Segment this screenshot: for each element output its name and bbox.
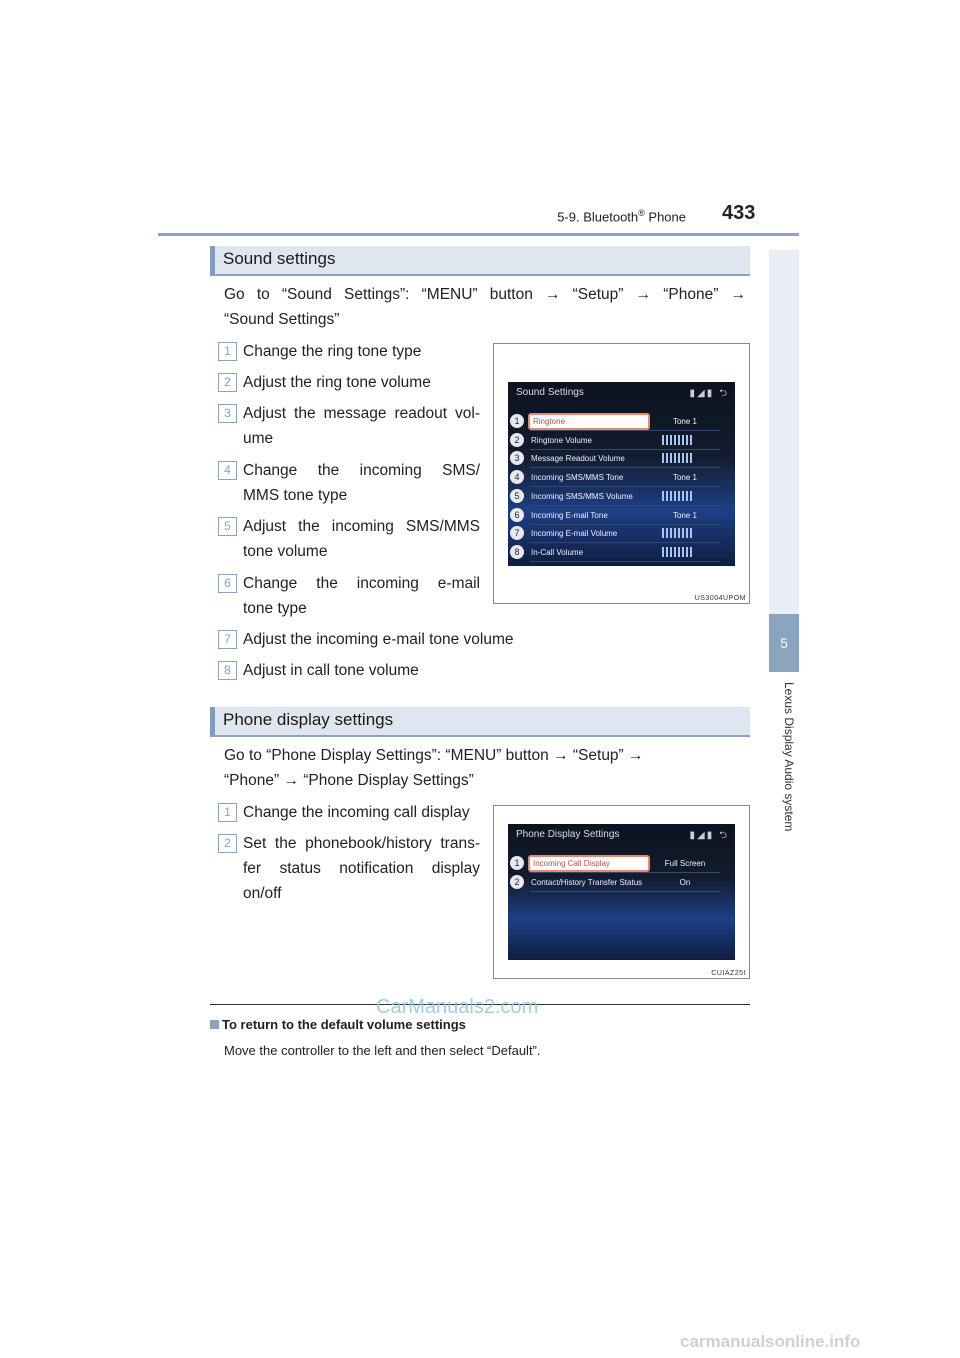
list-item — [218, 401, 480, 451]
row-label: In-Call Volume — [531, 547, 584, 557]
item-number: 6 — [218, 574, 237, 593]
header-rule — [158, 233, 799, 236]
image-code: CUIAZ25I — [711, 970, 746, 977]
item-text-cont: tone volume — [243, 543, 328, 560]
settings-row[interactable] — [510, 433, 725, 448]
volume-bar — [662, 453, 692, 463]
row-number: 1 — [510, 414, 524, 428]
row-separator — [530, 872, 720, 873]
row-separator — [530, 524, 720, 525]
status-icons: ▮◢▮ ⮌ — [689, 388, 729, 399]
item-number: 1 — [218, 803, 237, 822]
volume-bar — [662, 528, 692, 538]
sound-settings-path: Go to “Sound Settings”: “MENU” button → “Setup” → “Phone” → “Sound Settings” — [224, 286, 746, 328]
row-label: Incoming E-mail Volume — [531, 529, 618, 539]
item-text: Adjust the ring tone volume — [243, 374, 431, 391]
row-number: 5 — [510, 489, 524, 503]
row-separator — [530, 561, 720, 562]
image-code: US3004UPOM — [694, 595, 746, 602]
phone-display-path: Go to “Phone Display Settings”: “MENU” button → “Setup” → “Phone” → “Phone Display Settings” — [224, 747, 644, 789]
item-number: 2 — [218, 373, 237, 392]
list-item — [218, 339, 480, 364]
row-value: Tone 1 — [672, 510, 698, 520]
row-number: 6 — [510, 508, 524, 522]
settings-row[interactable] — [510, 856, 725, 871]
row-separator — [530, 449, 720, 450]
row-label: Incoming SMS/MMS Tone — [531, 473, 624, 483]
chapter-tab-label: Lexus Display Audio system — [782, 682, 796, 832]
list-item — [218, 627, 558, 652]
status-icons: ▮◢▮ ⮌ — [689, 830, 729, 841]
row-number: 7 — [510, 526, 524, 540]
item-number: 7 — [218, 630, 237, 649]
item-text: Change the incoming e-mail — [243, 575, 480, 592]
sound-screen — [508, 382, 735, 566]
list-item — [218, 458, 480, 508]
volume-bar — [662, 435, 692, 445]
volume-bar — [662, 491, 692, 501]
item-number: 3 — [218, 404, 237, 423]
row-separator — [530, 542, 720, 543]
settings-row[interactable] — [510, 508, 725, 523]
item-number: 2 — [218, 834, 237, 853]
row-label: Incoming E-mail Tone — [531, 510, 608, 520]
row-label: Message Readout Volume — [531, 454, 625, 464]
item-number: 4 — [218, 461, 237, 480]
settings-row[interactable] — [510, 526, 725, 541]
item-text-cont: tone type — [243, 600, 307, 617]
settings-row[interactable] — [510, 451, 725, 466]
section-title: 5-9. Bluetooth® Phone — [557, 208, 686, 225]
item-text-cont: ume — [243, 430, 274, 447]
chapter-tab-number: 5 — [769, 614, 799, 672]
list-item — [218, 831, 480, 902]
row-number: 8 — [510, 545, 524, 559]
row-label: Contact/History Transfer Status — [531, 878, 643, 887]
row-value: Tone 1 — [672, 417, 698, 426]
row-number: 2 — [510, 875, 524, 889]
row-value: On — [679, 878, 691, 887]
list-item — [218, 571, 480, 621]
phone-display-settings-title: Phone display settings — [223, 710, 394, 729]
item-text: Adjust in call tone volume — [243, 662, 419, 679]
item-text: Adjust the incoming SMS/MMS — [243, 518, 480, 535]
item-text: Change the ring tone type — [243, 343, 422, 360]
item-text: Adjust the message readout vol- — [243, 405, 480, 422]
row-number: 2 — [510, 433, 524, 447]
watermark-top: CarManuals2.com — [376, 996, 539, 1018]
settings-row[interactable] — [510, 489, 725, 504]
list-item — [218, 658, 480, 683]
settings-row[interactable] — [510, 545, 725, 560]
sound-settings-screenshot — [493, 343, 750, 604]
row-label: Incoming Call Display — [528, 855, 650, 872]
row-separator — [530, 430, 720, 431]
settings-row[interactable] — [510, 875, 725, 890]
row-number: 4 — [510, 470, 524, 484]
sound-screen-title: Sound Settings — [516, 387, 584, 398]
row-separator — [530, 505, 720, 506]
item-text: Set the phonebook/history trans- — [243, 835, 480, 852]
item-text-cont: fer status notification display on/off — [243, 860, 480, 902]
row-separator — [530, 891, 720, 892]
row-separator — [530, 486, 720, 487]
row-label: Ringtone Volume — [531, 435, 592, 445]
list-item — [218, 370, 480, 395]
list-item — [218, 514, 480, 564]
sound-settings-title: Sound settings — [223, 249, 336, 268]
row-value: Full Screen — [664, 859, 706, 868]
settings-row[interactable] — [510, 470, 725, 485]
volume-bar — [662, 547, 692, 557]
row-number: 3 — [510, 451, 524, 465]
item-text: Adjust the incoming e-mail tone volume — [243, 631, 514, 648]
row-value: Tone 1 — [672, 473, 698, 483]
sound-settings-header — [210, 246, 750, 276]
settings-row[interactable] — [510, 414, 725, 429]
display-screen-title: Phone Display Settings — [516, 829, 620, 840]
watermark-bottom: carmanualsonline.info — [680, 1332, 861, 1351]
row-label: Ringtone — [528, 413, 650, 430]
page-number: 433 — [722, 202, 756, 224]
phone-display-screenshot — [493, 805, 750, 979]
square-bullet-icon — [210, 1020, 219, 1029]
item-number: 1 — [218, 342, 237, 361]
item-number: 8 — [218, 661, 237, 680]
phone-display-settings-header — [210, 707, 750, 737]
item-text: Change the incoming SMS/ — [243, 462, 480, 479]
note-heading: To return to the default volume settings — [210, 1017, 466, 1032]
row-separator — [530, 467, 720, 468]
list-item — [218, 800, 480, 825]
chapter-tab-track — [769, 250, 799, 614]
display-screen — [508, 824, 735, 960]
row-number: 1 — [510, 856, 524, 870]
note-text: Move the controller to the left and then select “Default”. — [224, 1043, 541, 1058]
item-text: Change the incoming call display — [243, 804, 470, 821]
item-text-cont: MMS tone type — [243, 487, 348, 504]
row-label: Incoming SMS/MMS Volume — [531, 491, 633, 501]
item-number: 5 — [218, 517, 237, 536]
